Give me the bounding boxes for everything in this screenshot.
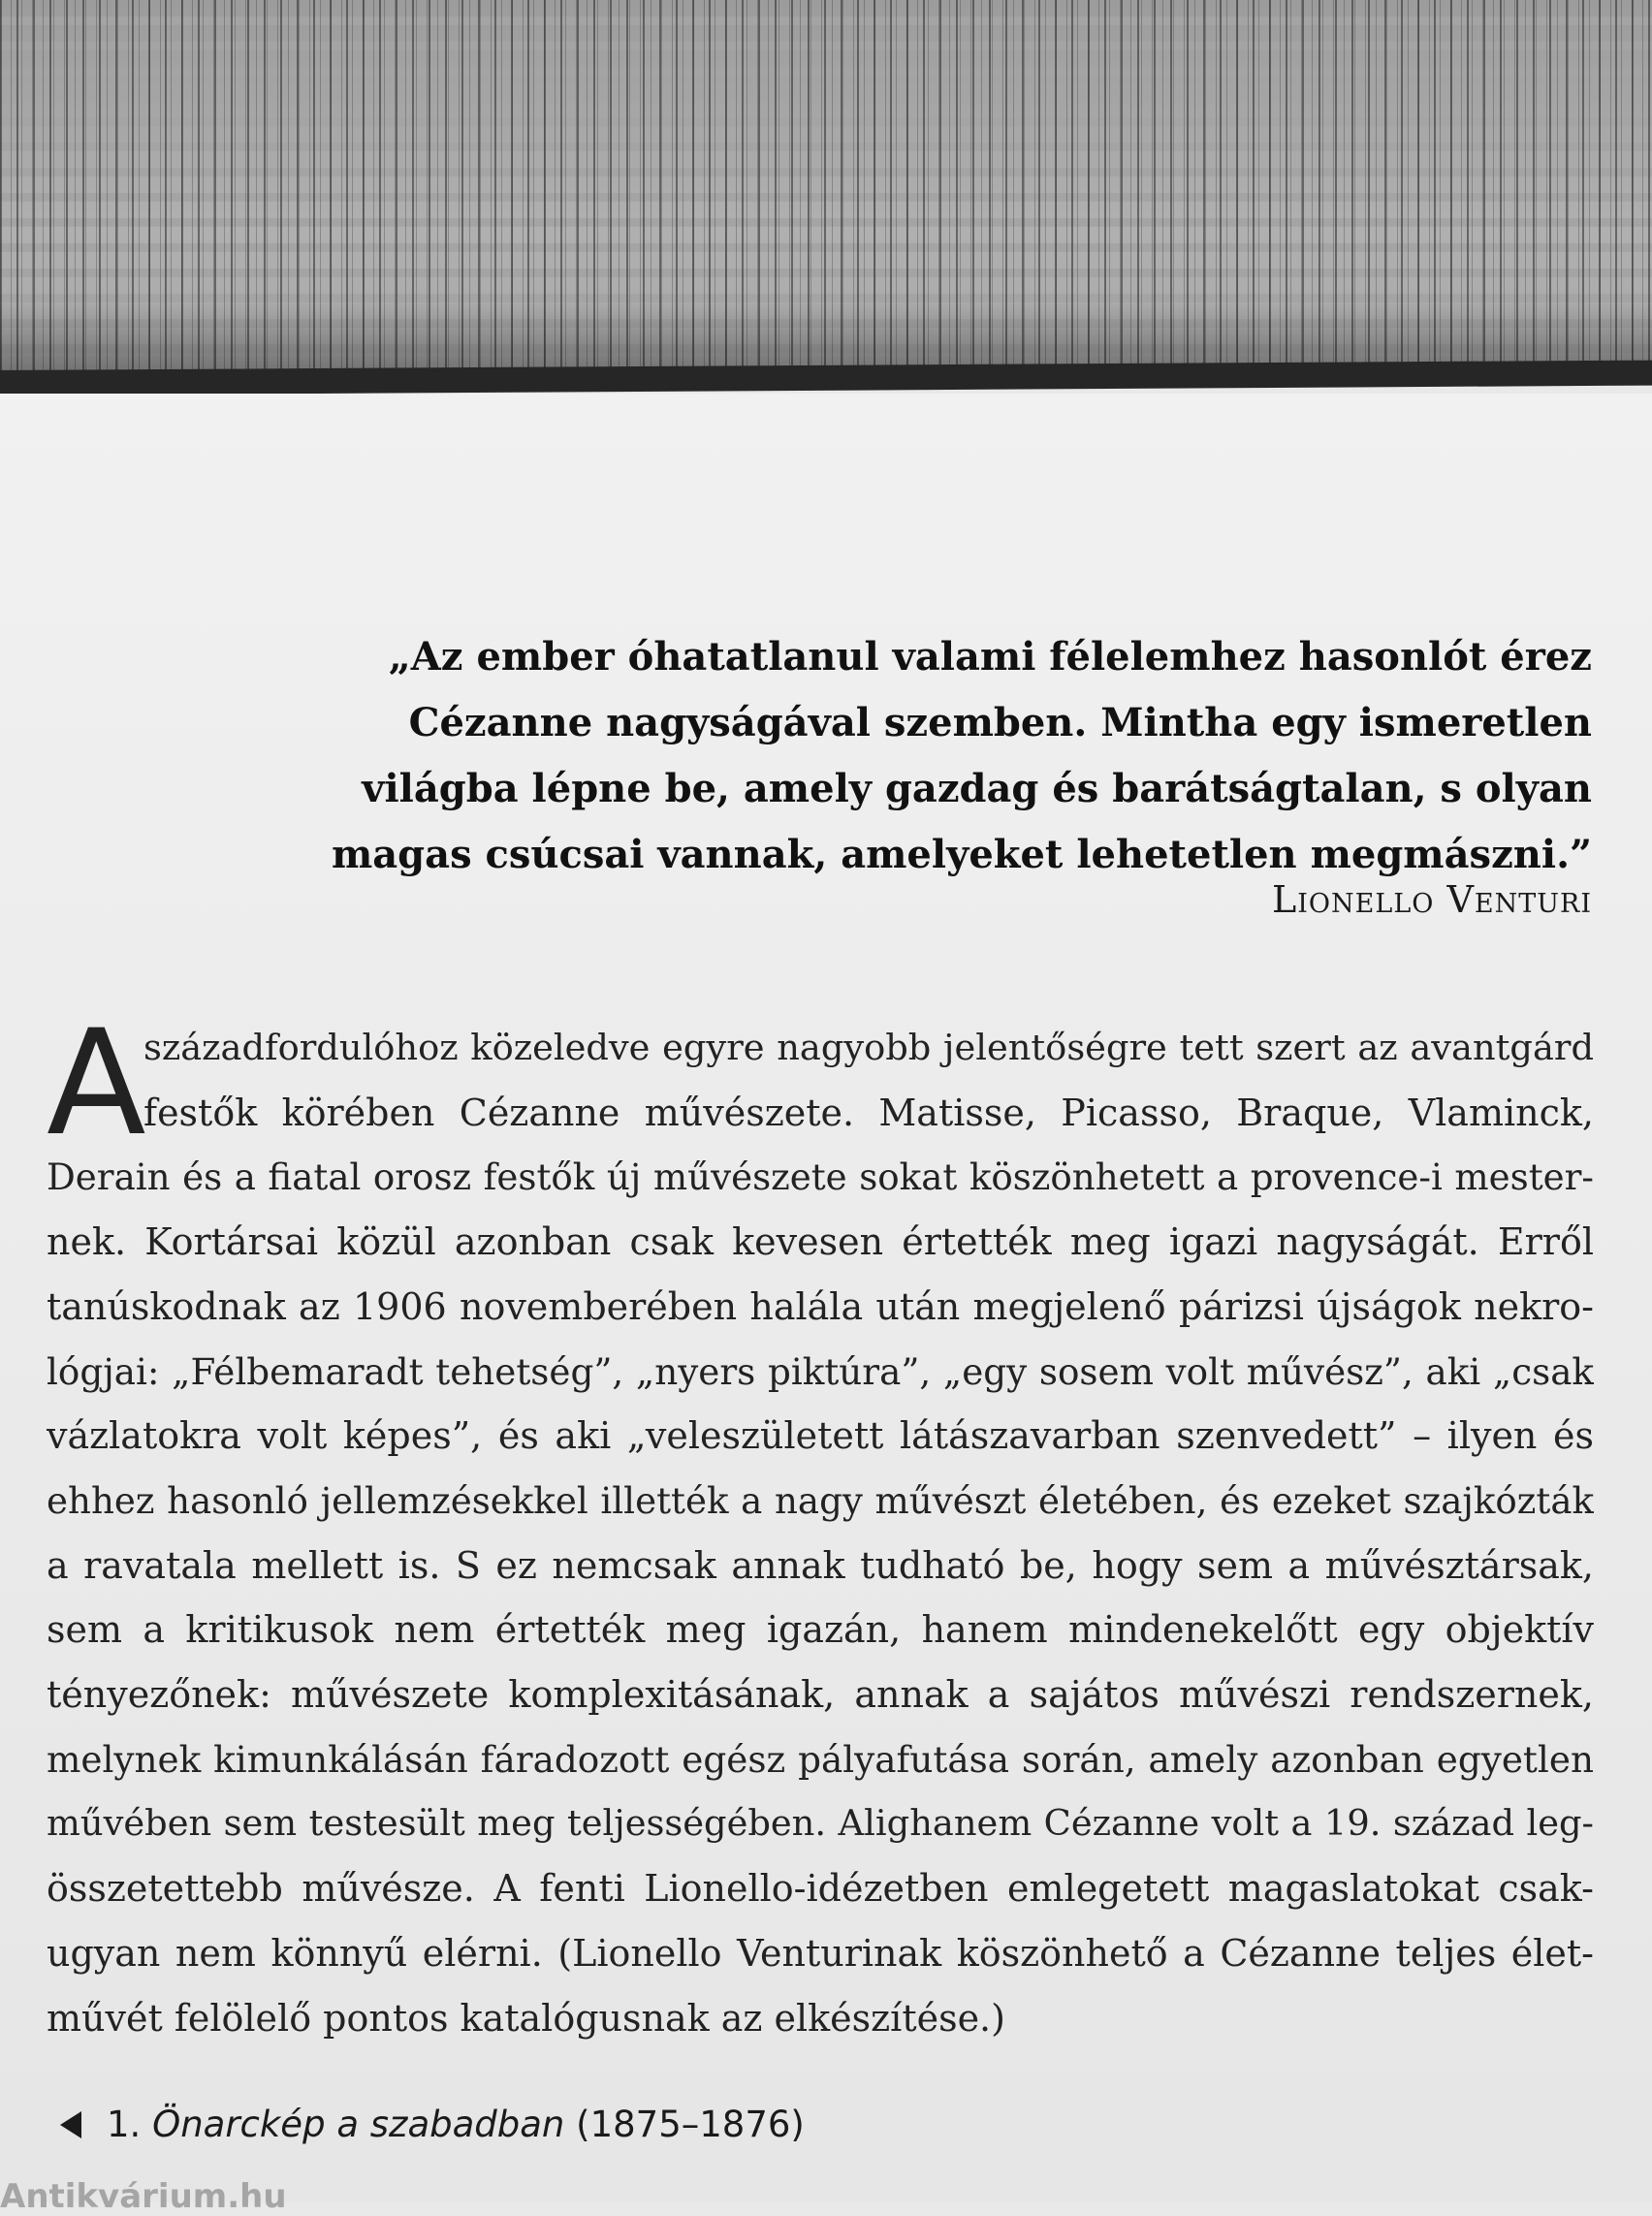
- epigraph-line: Cézanne nagyságával szemben. Mintha egy ismeretlen: [408, 700, 1592, 745]
- epigraph-author: Lionello Venturi: [1272, 878, 1592, 921]
- epigraph-line: világba lépne be, amely gazdag és barátságtalan, s olyan: [362, 766, 1592, 811]
- background-texture: [0, 0, 1652, 378]
- body-line: festők körében Cézanne művészete. Matisse, Picasso, Braque, Vlaminck,: [143, 1091, 1594, 1134]
- body-line: Derain és a fiatal orosz festők új művészete sokat köszönhetett a provence-i mester-: [47, 1155, 1594, 1199]
- body-line: századfordulóhoz közeledve egyre nagyobb jelentőségre tett szert az avantgárd: [143, 1027, 1594, 1068]
- body-line: nek. Kortársai közül azonban csak kevesen értették meg igazi nagyságát. Erről: [47, 1220, 1594, 1264]
- epigraph-line: magas csúcsai vannak, amelyeket lehetetlen megmászni.”: [331, 832, 1592, 877]
- caption-title: Önarckép a szabadban: [152, 2104, 565, 2145]
- body-paragraph: [47, 999, 1594, 2050]
- watermark: Antikvárium.hu: [0, 2177, 287, 2216]
- body-line: művében sem testesült meg teljességében. Alighanem Cézanne volt a 19. század leg-: [47, 1802, 1594, 1845]
- body-line: összetettebb művésze. A fenti Lionello-idézetben emlegetett magaslatokat csak-: [47, 1867, 1594, 1911]
- body-line: ugyan nem könnyű elérni. (Lionello Venturinak köszönhető a Cézanne teljes élet-: [47, 1931, 1594, 1975]
- caption-years: (1875–1876): [576, 2104, 805, 2145]
- body-line: vázlatokra volt képes”, és aki „veleszületett látászavarban szenvedett” – ilyen és: [47, 1414, 1594, 1458]
- caption-number: 1.: [107, 2104, 142, 2145]
- drop-cap: A: [47, 999, 146, 1168]
- body-line: sem a kritikusok nem értették meg igazán, hanem mindenekelőtt egy objektív: [47, 1608, 1594, 1652]
- body-line: lógjai: „Félbemaradt tehetség”, „nyers piktúra”, „egy sosem volt művész”, aki „csak: [47, 1349, 1594, 1393]
- triangle-left-icon: [60, 2111, 81, 2138]
- epigraph: [291, 624, 1592, 888]
- body-line: melynek kimunkálásán fáradozott egész pályafutása során, amely azonban egyetlen: [47, 1737, 1594, 1781]
- body-line: a ravatala mellett is. S ez nemcsak annak tudható be, hogy sem a művésztársak,: [47, 1543, 1594, 1587]
- body-line: tényezőnek: művészete komplexitásának, annak a sajátos művészi rendszernek,: [47, 1673, 1594, 1717]
- body-line: ehhez hasonló jellemzésekkel illették a nagy művészt életében, és ezeket szajkózták: [47, 1478, 1594, 1522]
- figure-caption: [60, 2104, 805, 2145]
- epigraph-line: „Az ember óhatatlanul valami félelemhez hasonlót érez: [388, 634, 1592, 680]
- body-line: művét felölelő pontos katalógusnak az elkészítése.): [47, 1996, 1005, 2040]
- body-line: tanúskodnak az 1906 novemberében halála után megjelenő párizsi újságok nekro-: [47, 1284, 1594, 1328]
- book-page: [0, 394, 1652, 2216]
